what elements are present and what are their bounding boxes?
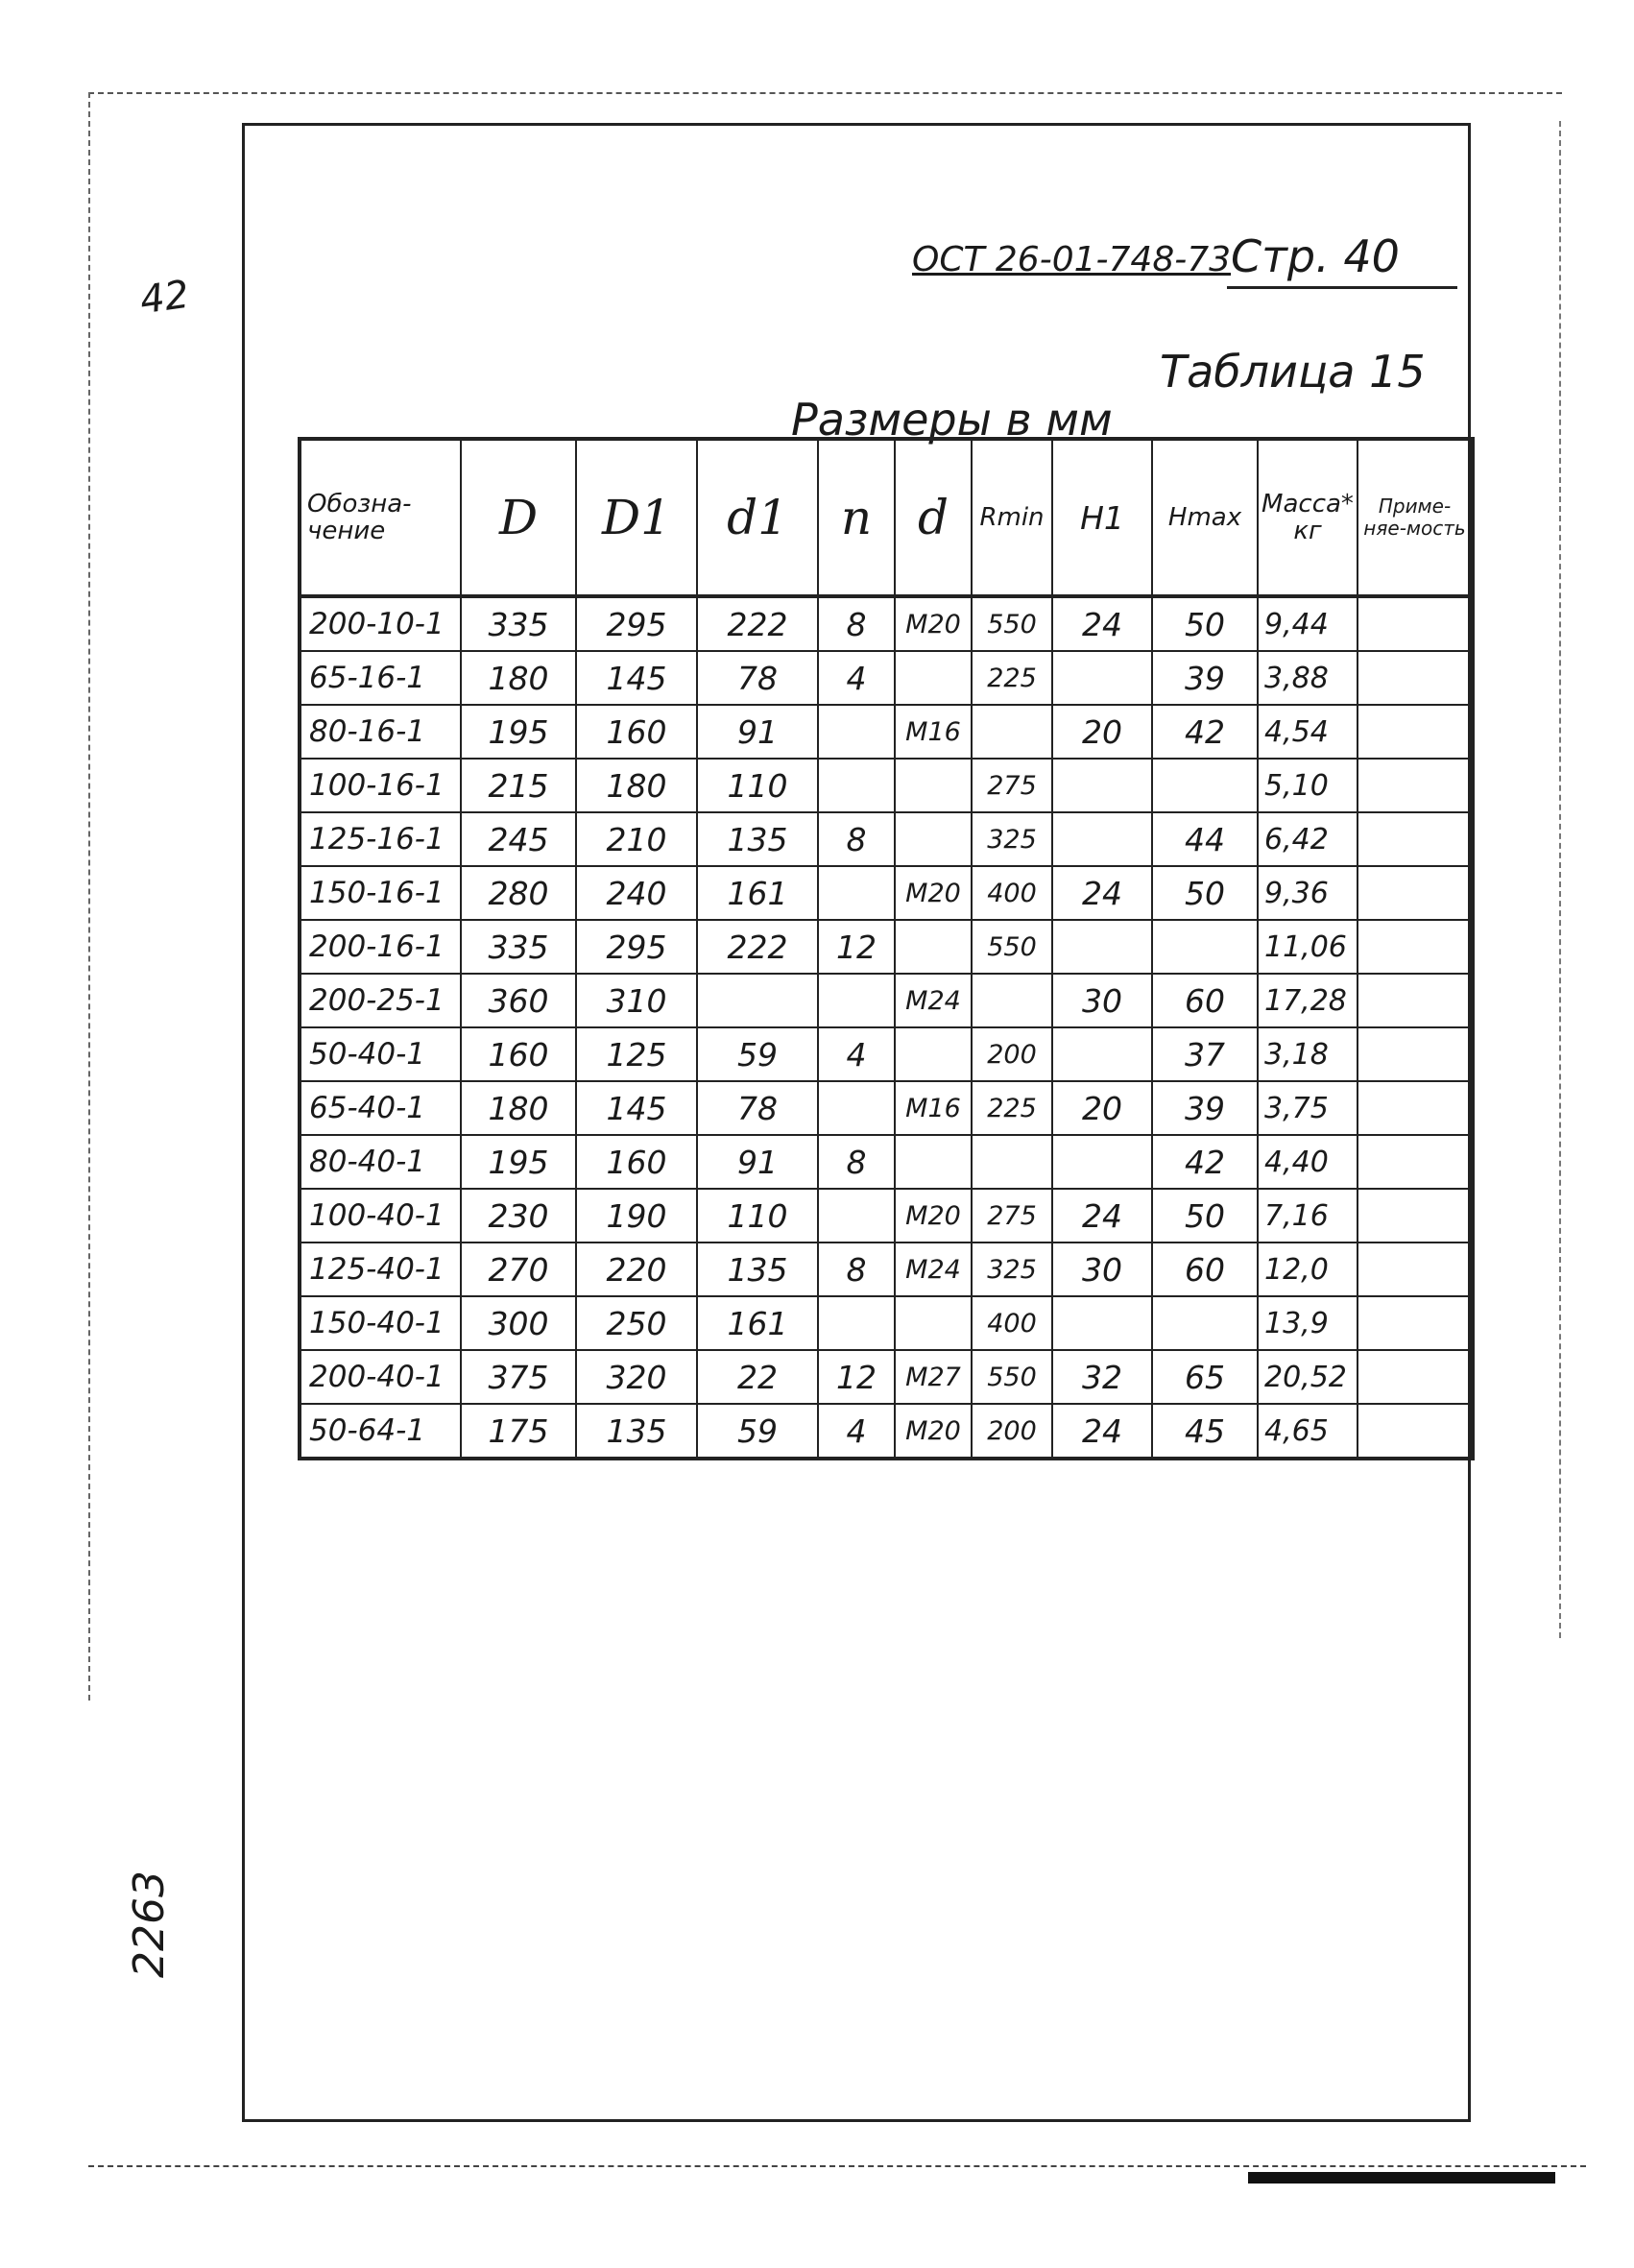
cell-d1: 310 [576, 974, 697, 1027]
cell-d1: 220 [576, 1243, 697, 1296]
sheet-edge-top [88, 92, 1562, 94]
cell-rmin [972, 705, 1052, 759]
cell-designation: 200-10-1 [300, 596, 461, 651]
cell-rmin: 550 [972, 596, 1052, 651]
col-Rmin: Rmin [972, 439, 1052, 596]
cell-d1: 91 [697, 1135, 818, 1189]
cell-d1: 91 [697, 705, 818, 759]
cell-h1: 24 [1052, 596, 1152, 651]
cell-applicability [1358, 920, 1473, 974]
col-designation: Обозна-чение [300, 439, 461, 596]
cell-designation: 100-40-1 [300, 1189, 461, 1243]
table-title: Таблица 15 [1160, 346, 1426, 398]
cell-d: M24 [895, 974, 972, 1027]
cell-d: 195 [461, 705, 576, 759]
cell-d1: 135 [697, 812, 818, 866]
cell-n [818, 759, 895, 812]
cell-h1 [1052, 759, 1152, 812]
cell-n: 8 [818, 812, 895, 866]
cell-hmax: 50 [1152, 596, 1258, 651]
cell-d1: 22 [697, 1350, 818, 1404]
col-Hmax: Hmax [1152, 439, 1258, 596]
table-row [300, 651, 1473, 705]
col-n-label: n [840, 490, 873, 545]
cell-hmax [1152, 759, 1258, 812]
dimensions-table [298, 437, 1475, 1460]
cell-d: M20 [895, 1189, 972, 1243]
cell-d1: 160 [576, 1135, 697, 1189]
cell-designation: 65-16-1 [300, 651, 461, 705]
table-row [300, 1296, 1473, 1350]
cell-rmin: 550 [972, 1350, 1052, 1404]
cell-n: 12 [818, 1350, 895, 1404]
cell-applicability [1358, 596, 1473, 651]
cell-n [818, 1189, 895, 1243]
cell-applicability [1358, 1027, 1473, 1081]
cell-d [895, 812, 972, 866]
cell-hmax: 65 [1152, 1350, 1258, 1404]
cell-d: M16 [895, 1081, 972, 1135]
col-d-label: d [917, 490, 949, 545]
cell-applicability [1358, 1404, 1473, 1459]
cell-hmax: 42 [1152, 1135, 1258, 1189]
cell-n [818, 705, 895, 759]
cell-d: 180 [461, 651, 576, 705]
cell-d: 300 [461, 1296, 576, 1350]
cell-applicability [1358, 651, 1473, 705]
cell-d: 215 [461, 759, 576, 812]
cell-d: 360 [461, 974, 576, 1027]
cell-d1: 78 [697, 1081, 818, 1135]
table-row [300, 1350, 1473, 1404]
cell-h1: 24 [1052, 1189, 1152, 1243]
cell-d [895, 920, 972, 974]
cell-rmin: 200 [972, 1404, 1052, 1459]
cell-h1 [1052, 812, 1152, 866]
table-row [300, 812, 1473, 866]
cell-h1 [1052, 1135, 1152, 1189]
cell-applicability [1358, 812, 1473, 866]
cell-h1: 24 [1052, 866, 1152, 920]
col-D1 [576, 439, 697, 596]
cell-d [895, 759, 972, 812]
cell-hmax [1152, 920, 1258, 974]
col-d [895, 439, 972, 596]
table-row [300, 1243, 1473, 1296]
cell-n: 4 [818, 651, 895, 705]
cell-rmin: 400 [972, 866, 1052, 920]
scan-mark [1248, 2172, 1555, 2184]
cell-applicability [1358, 1189, 1473, 1243]
cell-mass: 12,0 [1258, 1243, 1358, 1296]
cell-d: 180 [461, 1081, 576, 1135]
cell-d1: 210 [576, 812, 697, 866]
cell-rmin: 550 [972, 920, 1052, 974]
cell-mass: 5,10 [1258, 759, 1358, 812]
cell-hmax: 37 [1152, 1027, 1258, 1081]
cell-h1: 24 [1052, 1404, 1152, 1459]
table-row [300, 759, 1473, 812]
cell-designation: 100-16-1 [300, 759, 461, 812]
table-row [300, 1189, 1473, 1243]
cell-rmin: 325 [972, 1243, 1052, 1296]
cell-d1: 180 [576, 759, 697, 812]
col-d1 [697, 439, 818, 596]
cell-mass: 4,40 [1258, 1135, 1358, 1189]
sheet-edge-left [88, 92, 90, 1701]
cell-n [818, 974, 895, 1027]
cell-n: 8 [818, 1135, 895, 1189]
cell-mass: 4,54 [1258, 705, 1358, 759]
cell-mass: 9,36 [1258, 866, 1358, 920]
cell-rmin: 275 [972, 1189, 1052, 1243]
cell-rmin [972, 1135, 1052, 1189]
cell-designation: 50-64-1 [300, 1404, 461, 1459]
cell-hmax: 45 [1152, 1404, 1258, 1459]
cell-h1: 20 [1052, 1081, 1152, 1135]
cell-mass: 7,16 [1258, 1189, 1358, 1243]
cell-designation: 200-16-1 [300, 920, 461, 974]
col-mass: Масса* кг [1258, 439, 1358, 596]
cell-mass: 20,52 [1258, 1350, 1358, 1404]
cell-d1: 250 [576, 1296, 697, 1350]
cell-mass: 11,06 [1258, 920, 1358, 974]
cell-n [818, 1296, 895, 1350]
page-number-underline [1227, 286, 1457, 289]
cell-n [818, 866, 895, 920]
cell-applicability [1358, 705, 1473, 759]
cell-rmin: 325 [972, 812, 1052, 866]
cell-designation: 80-40-1 [300, 1135, 461, 1189]
cell-d: 335 [461, 920, 576, 974]
cell-applicability [1358, 1296, 1473, 1350]
cell-d1: 295 [576, 920, 697, 974]
cell-d: 280 [461, 866, 576, 920]
cell-mass: 3,88 [1258, 651, 1358, 705]
cell-n [818, 1081, 895, 1135]
cell-rmin [972, 974, 1052, 1027]
col-H1: H1 [1052, 439, 1152, 596]
col-applicability: Приме-няе-мость [1358, 439, 1473, 596]
cell-rmin: 200 [972, 1027, 1052, 1081]
cell-d1: 222 [697, 920, 818, 974]
cell-d: 195 [461, 1135, 576, 1189]
cell-applicability [1358, 866, 1473, 920]
cell-d1: 135 [697, 1243, 818, 1296]
document-code: ОСТ 26-01-748-73 [912, 240, 1232, 279]
cell-n: 12 [818, 920, 895, 974]
cell-applicability [1358, 1243, 1473, 1296]
units-caption: Размеры в мм [791, 394, 1113, 446]
cell-d: 245 [461, 812, 576, 866]
cell-designation: 125-40-1 [300, 1243, 461, 1296]
table-row [300, 705, 1473, 759]
cell-designation: 200-40-1 [300, 1350, 461, 1404]
cell-d1: 240 [576, 866, 697, 920]
page-number: Стр. 40 [1231, 230, 1400, 282]
cell-designation: 65-40-1 [300, 1081, 461, 1135]
cell-d1 [697, 974, 818, 1027]
sheet-edge-bottom [88, 2165, 1586, 2167]
cell-applicability [1358, 1081, 1473, 1135]
cell-hmax [1152, 1296, 1258, 1350]
cell-d1: 161 [697, 866, 818, 920]
cell-rmin: 275 [972, 759, 1052, 812]
cell-d: 270 [461, 1243, 576, 1296]
cell-d: M27 [895, 1350, 972, 1404]
cell-designation: 125-16-1 [300, 812, 461, 866]
table-row [300, 1027, 1473, 1081]
cell-h1: 30 [1052, 974, 1152, 1027]
cell-n: 8 [818, 1243, 895, 1296]
col-D-label: D [498, 490, 539, 545]
archive-number: 2263 [125, 1870, 174, 1978]
table-row [300, 596, 1473, 651]
cell-hmax: 39 [1152, 651, 1258, 705]
cell-d: 375 [461, 1350, 576, 1404]
cell-designation: 150-40-1 [300, 1296, 461, 1350]
cell-d: 230 [461, 1189, 576, 1243]
cell-d1: 145 [576, 1081, 697, 1135]
cell-d: M24 [895, 1243, 972, 1296]
cell-d1: 110 [697, 759, 818, 812]
cell-hmax: 60 [1152, 1243, 1258, 1296]
sheet-edge-right [1559, 121, 1561, 1638]
table-row [300, 866, 1473, 920]
cell-d: M16 [895, 705, 972, 759]
cell-h1 [1052, 920, 1152, 974]
cell-mass: 3,75 [1258, 1081, 1358, 1135]
col-d1-label: d1 [727, 490, 788, 545]
cell-d: 175 [461, 1404, 576, 1459]
cell-d: M20 [895, 596, 972, 651]
cell-mass: 9,44 [1258, 596, 1358, 651]
table-row [300, 920, 1473, 974]
cell-n: 4 [818, 1404, 895, 1459]
cell-d1: 160 [576, 705, 697, 759]
cell-d [895, 1027, 972, 1081]
cell-mass: 13,9 [1258, 1296, 1358, 1350]
cell-designation: 150-16-1 [300, 866, 461, 920]
cell-designation: 200-25-1 [300, 974, 461, 1027]
cell-d: 335 [461, 596, 576, 651]
cell-mass: 4,65 [1258, 1404, 1358, 1459]
cell-rmin: 225 [972, 651, 1052, 705]
cell-designation: 50-40-1 [300, 1027, 461, 1081]
cell-hmax: 42 [1152, 705, 1258, 759]
cell-d1: 125 [576, 1027, 697, 1081]
cell-designation: 80-16-1 [300, 705, 461, 759]
cell-d [895, 651, 972, 705]
cell-d1: 320 [576, 1350, 697, 1404]
cell-h1 [1052, 1027, 1152, 1081]
cell-d1: 222 [697, 596, 818, 651]
cell-mass: 3,18 [1258, 1027, 1358, 1081]
cell-mass: 6,42 [1258, 812, 1358, 866]
cell-h1: 32 [1052, 1350, 1152, 1404]
cell-applicability [1358, 1350, 1473, 1404]
cell-hmax: 39 [1152, 1081, 1258, 1135]
cell-d [895, 1135, 972, 1189]
cell-d1: 161 [697, 1296, 818, 1350]
cell-d [895, 1296, 972, 1350]
cell-d1: 110 [697, 1189, 818, 1243]
cell-mass: 17,28 [1258, 974, 1358, 1027]
cell-d1: 78 [697, 651, 818, 705]
cell-d1: 59 [697, 1404, 818, 1459]
col-D [461, 439, 576, 596]
cell-hmax: 50 [1152, 1189, 1258, 1243]
cell-d1: 135 [576, 1404, 697, 1459]
cell-hmax: 50 [1152, 866, 1258, 920]
cell-d1: 145 [576, 651, 697, 705]
cell-n: 8 [818, 596, 895, 651]
table-row [300, 1404, 1473, 1459]
cell-rmin: 225 [972, 1081, 1052, 1135]
cell-h1: 20 [1052, 705, 1152, 759]
cell-h1 [1052, 1296, 1152, 1350]
table-header-row [300, 439, 1473, 596]
cell-d1: 295 [576, 596, 697, 651]
cell-n: 4 [818, 1027, 895, 1081]
cell-d: 160 [461, 1027, 576, 1081]
col-D1-label: D1 [602, 490, 671, 545]
table-row [300, 1135, 1473, 1189]
cell-hmax: 44 [1152, 812, 1258, 866]
col-n [818, 439, 895, 596]
table-row [300, 974, 1473, 1027]
cell-d1: 190 [576, 1189, 697, 1243]
cell-d: M20 [895, 1404, 972, 1459]
cell-applicability [1358, 1135, 1473, 1189]
cell-d: M20 [895, 866, 972, 920]
cell-applicability [1358, 974, 1473, 1027]
cell-rmin: 400 [972, 1296, 1052, 1350]
cell-h1: 30 [1052, 1243, 1152, 1296]
table-row [300, 1081, 1473, 1135]
cell-applicability [1358, 759, 1473, 812]
cell-h1 [1052, 651, 1152, 705]
cell-d1: 59 [697, 1027, 818, 1081]
margin-number: 42 [137, 272, 192, 324]
cell-hmax: 60 [1152, 974, 1258, 1027]
